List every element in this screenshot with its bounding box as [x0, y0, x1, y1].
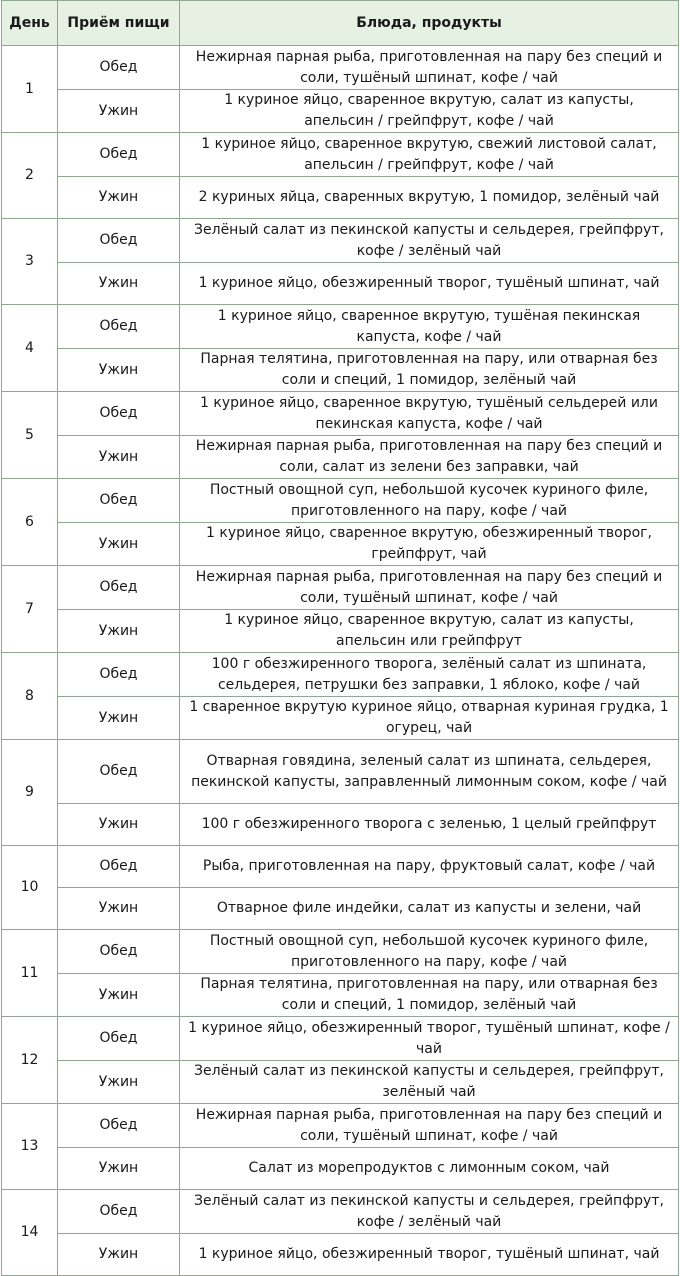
meal-type-lunch: Обед	[58, 1104, 180, 1148]
table-row	[2, 697, 679, 740]
day-number: 5	[2, 392, 58, 479]
day-number: 10	[2, 846, 58, 930]
header-meal: Приём пищи	[58, 1, 180, 46]
table-row	[2, 523, 679, 566]
meal-type-dinner: Ужин	[58, 804, 180, 846]
lunch-dishes: Постный овощной суп, небольшой кусочек куриного филе, приготовленного на пару, кофе / чай	[180, 479, 679, 523]
day-number: 13	[2, 1104, 58, 1190]
dinner-dishes: Нежирная парная рыба, приготовленная на пару без специй и соли, салат из зелени без заправки, чай	[180, 436, 679, 479]
dinner-dishes: 1 сваренное вкрутую куриное яйцо, отварная куриная грудка, 1 огурец, чай	[180, 697, 679, 740]
table-row	[2, 566, 679, 610]
lunch-dishes: Нежирная парная рыба, приготовленная на пару без специй и соли, тушёный шпинат, кофе / чай	[180, 46, 679, 90]
dinner-dishes: Отварное филе индейки, салат из капусты и зелени, чай	[180, 888, 679, 930]
meal-type-lunch: Обед	[58, 930, 180, 974]
table-row	[2, 1061, 679, 1104]
table-row	[2, 653, 679, 697]
dinner-dishes: 1 куриное яйцо, сваренное вкрутую, обезжиренный творог, грейпфрут, чай	[180, 523, 679, 566]
lunch-dishes: 1 куриное яйцо, сваренное вкрутую, свежий листовой салат, апельсин / грейпфрут, кофе / чай	[180, 133, 679, 177]
dinner-dishes: Зелёный салат из пекинской капусты и сельдерея, грейпфрут, зелёный чай	[180, 1061, 679, 1104]
diet-menu-table	[1, 0, 679, 1276]
table-row	[2, 740, 679, 804]
day-number: 4	[2, 305, 58, 392]
lunch-dishes: 1 куриное яйцо, сваренное вкрутую, тушёная пекинская капуста, кофе / чай	[180, 305, 679, 349]
table-row	[2, 46, 679, 90]
table-row	[2, 804, 679, 846]
day-number: 11	[2, 930, 58, 1017]
table-row	[2, 930, 679, 974]
lunch-dishes: Нежирная парная рыба, приготовленная на пару без специй и соли, тушёный шпинат, кофе / чай	[180, 566, 679, 610]
meal-type-dinner: Ужин	[58, 888, 180, 930]
meal-type-dinner: Ужин	[58, 177, 180, 219]
dinner-dishes: Парная телятина, приготовленная на пару, или отварная без соли и специй, 1 помидор, зелёный чай	[180, 974, 679, 1017]
header-day: День	[2, 1, 58, 46]
dinner-dishes: 100 г обезжиренного творога с зеленью, 1 целый грейпфрут	[180, 804, 679, 846]
table-row	[2, 1148, 679, 1190]
day-number: 9	[2, 740, 58, 846]
day-number: 1	[2, 46, 58, 133]
lunch-dishes: Нежирная парная рыба, приготовленная на пару без специй и соли, тушёный шпинат, кофе / чай	[180, 1104, 679, 1148]
table-row	[2, 263, 679, 305]
table-row	[2, 392, 679, 436]
meal-type-dinner: Ужин	[58, 436, 180, 479]
meal-type-dinner: Ужин	[58, 697, 180, 740]
lunch-dishes: Рыба, приготовленная на пару, фруктовый салат, кофе / чай	[180, 846, 679, 888]
lunch-dishes: 1 куриное яйцо, сваренное вкрутую, тушёный сельдерей или пекинская капуста, кофе / чай	[180, 392, 679, 436]
meal-type-dinner: Ужин	[58, 523, 180, 566]
meal-type-lunch: Обед	[58, 219, 180, 263]
table-body	[2, 46, 679, 1276]
day-number: 7	[2, 566, 58, 653]
table-row	[2, 1190, 679, 1234]
table-row	[2, 177, 679, 219]
table-row	[2, 436, 679, 479]
day-number: 12	[2, 1017, 58, 1104]
day-number: 3	[2, 219, 58, 305]
header-dishes: Блюда, продукты	[180, 1, 679, 46]
meal-type-dinner: Ужин	[58, 1234, 180, 1276]
dinner-dishes: 1 куриное яйцо, сваренное вкрутую, салат из капусты, апельсин или грейпфрут	[180, 610, 679, 653]
table-row	[2, 479, 679, 523]
table-row	[2, 974, 679, 1017]
table-row	[2, 305, 679, 349]
lunch-dishes: 100 г обезжиренного творога, зелёный салат из шпината, сельдерея, петрушки без заправки, 1 яблоко, кофе / чай	[180, 653, 679, 697]
meal-type-lunch: Обед	[58, 46, 180, 90]
day-number: 14	[2, 1190, 58, 1276]
meal-type-lunch: Обед	[58, 305, 180, 349]
meal-type-dinner: Ужин	[58, 263, 180, 305]
dinner-dishes: Салат из морепродуктов с лимонным соком, чай	[180, 1148, 679, 1190]
day-number: 8	[2, 653, 58, 740]
meal-type-lunch: Обед	[58, 740, 180, 804]
dinner-dishes: 1 куриное яйцо, обезжиренный творог, тушёный шпинат, чай	[180, 263, 679, 305]
table-row	[2, 219, 679, 263]
lunch-dishes: Зелёный салат из пекинской капусты и сельдерея, грейпфрут, кофе / зелёный чай	[180, 1190, 679, 1234]
meal-type-dinner: Ужин	[58, 1061, 180, 1104]
table-row	[2, 1104, 679, 1148]
table-row	[2, 1017, 679, 1061]
meal-type-lunch: Обед	[58, 1190, 180, 1234]
meal-type-dinner: Ужин	[58, 974, 180, 1017]
lunch-dishes: Зелёный салат из пекинской капусты и сельдерея, грейпфрут, кофе / зелёный чай	[180, 219, 679, 263]
table-row	[2, 888, 679, 930]
dinner-dishes: 1 куриное яйцо, сваренное вкрутую, салат из капусты, апельсин / грейпфрут, кофе / чай	[180, 90, 679, 133]
table-row	[2, 349, 679, 392]
meal-type-dinner: Ужин	[58, 349, 180, 392]
meal-type-lunch: Обед	[58, 392, 180, 436]
table-header	[2, 1, 679, 46]
meal-type-dinner: Ужин	[58, 90, 180, 133]
meal-type-dinner: Ужин	[58, 1148, 180, 1190]
dinner-dishes: Парная телятина, приготовленная на пару, или отварная без соли и специй, 1 помидор, зелёный чай	[180, 349, 679, 392]
lunch-dishes: Отварная говядина, зеленый салат из шпината, сельдерея, пекинской капусты, заправленный лимонным соком, кофе / чай	[180, 740, 679, 804]
meal-type-lunch: Обед	[58, 653, 180, 697]
meal-type-lunch: Обед	[58, 1017, 180, 1061]
table-row	[2, 610, 679, 653]
table-row	[2, 90, 679, 133]
meal-type-lunch: Обед	[58, 479, 180, 523]
day-number: 6	[2, 479, 58, 566]
table-row	[2, 846, 679, 888]
day-number: 2	[2, 133, 58, 219]
table-row	[2, 133, 679, 177]
dinner-dishes: 2 куриных яйца, сваренных вкрутую, 1 помидор, зелёный чай	[180, 177, 679, 219]
meal-type-lunch: Обед	[58, 846, 180, 888]
header-row	[2, 1, 679, 46]
lunch-dishes: Постный овощной суп, небольшой кусочек куриного филе, приготовленного на пару, кофе / чай	[180, 930, 679, 974]
table-row	[2, 1234, 679, 1276]
lunch-dishes: 1 куриное яйцо, обезжиренный творог, тушёный шпинат, кофе / чай	[180, 1017, 679, 1061]
meal-type-lunch: Обед	[58, 133, 180, 177]
dinner-dishes: 1 куриное яйцо, обезжиренный творог, тушёный шпинат, чай	[180, 1234, 679, 1276]
meal-type-dinner: Ужин	[58, 610, 180, 653]
meal-type-lunch: Обед	[58, 566, 180, 610]
